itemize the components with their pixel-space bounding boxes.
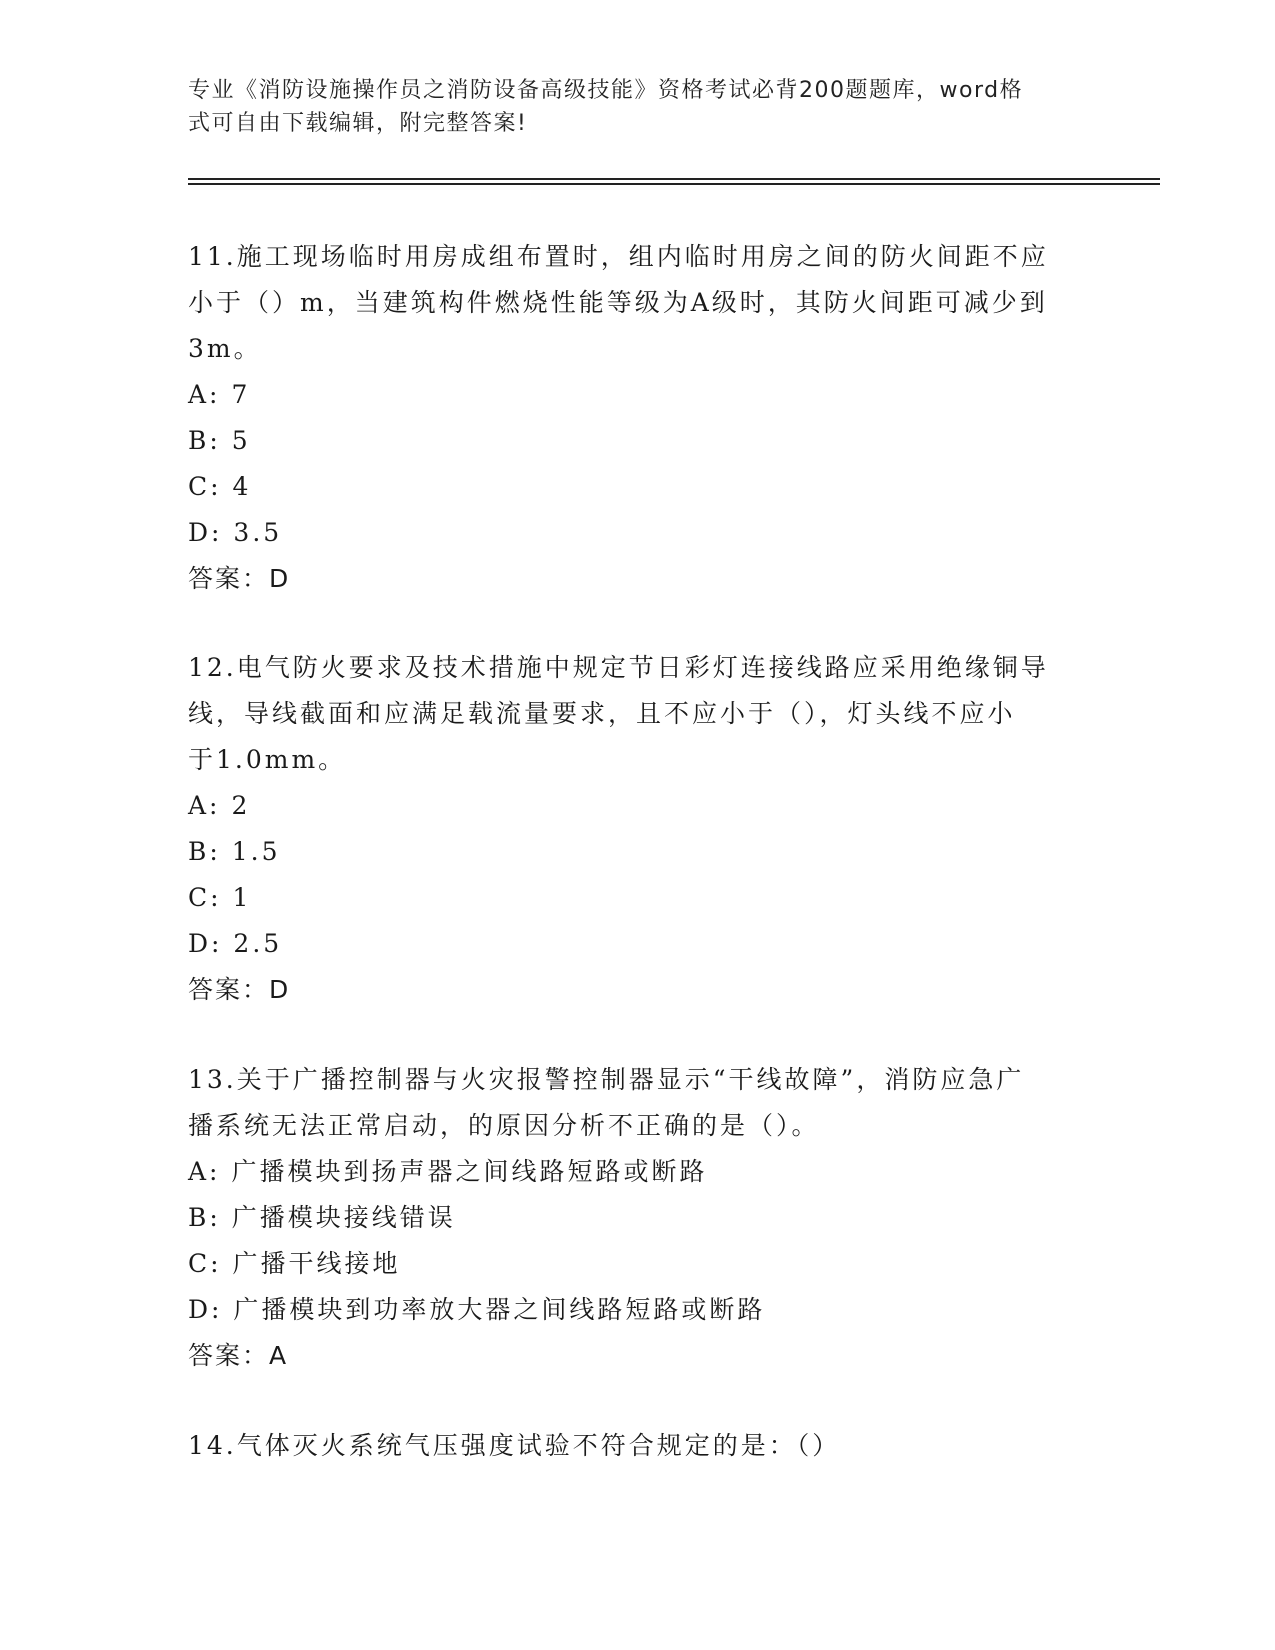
question-number: 11.	[188, 242, 237, 271]
question-text-line	[188, 1423, 1088, 1469]
option-letter: B:	[188, 1203, 221, 1232]
answer-label: 答案：	[188, 564, 270, 593]
option-text: 广播干线接地	[232, 1249, 401, 1278]
option-text: 3.5	[233, 518, 283, 547]
answer-line	[188, 967, 1088, 1013]
option-d	[188, 1287, 1088, 1333]
question-text: 施工现场临时用房成组布置时，组内临时用房之间的防火间距不应	[236, 242, 1049, 271]
question-number: 12.	[188, 653, 237, 682]
option-a	[188, 1149, 1088, 1195]
option-text: 7	[231, 380, 251, 409]
option-d	[188, 510, 1088, 556]
document-header	[188, 74, 1088, 140]
option-b	[188, 829, 1088, 875]
option-letter: D:	[188, 1295, 223, 1324]
question-text-line: 小于（）m，当建筑构件燃烧性能等级为A级时，其防火间距可减少到	[188, 288, 1048, 317]
question-text-line	[188, 234, 1088, 280]
question-11	[188, 234, 1088, 602]
question-text-line	[188, 645, 1088, 691]
option-b	[188, 418, 1088, 464]
answer-line	[188, 1333, 1088, 1379]
header-divider-top	[188, 178, 1160, 180]
option-text: 5	[231, 426, 251, 455]
question-12	[188, 645, 1088, 1013]
option-text: 广播模块到功率放大器之间线路短路或断路	[233, 1295, 766, 1324]
question-14	[188, 1423, 1088, 1469]
option-text: 1	[232, 883, 252, 912]
option-letter: C:	[188, 1249, 222, 1278]
answer-line	[188, 556, 1088, 602]
option-b	[188, 1195, 1088, 1241]
option-c	[188, 1241, 1088, 1287]
option-letter: B:	[188, 426, 221, 455]
question-text: 电气防火要求及技术措施中规定节日彩灯连接线路应采用绝缘铜导	[236, 653, 1049, 682]
option-letter: A:	[188, 380, 221, 409]
option-letter: D:	[188, 518, 223, 547]
option-letter: A:	[188, 1157, 221, 1186]
option-text: 广播模块到扬声器之间线路短路或断路	[231, 1157, 708, 1186]
option-letter: C:	[188, 883, 222, 912]
answer-label: 答案：	[188, 975, 270, 1004]
option-text: 2.5	[233, 929, 283, 958]
header-line-1: 专业《消防设施操作员之消防设备高级技能》资格考试必背200题题库，word格	[188, 78, 1024, 103]
answer-label: 答案：	[188, 1341, 270, 1370]
question-number: 14.	[188, 1431, 237, 1460]
option-c	[188, 875, 1088, 921]
header-line-2: 式可自由下载编辑，附完整答案!	[188, 111, 528, 136]
answer-value: A	[269, 1341, 289, 1370]
answer-value: D	[269, 564, 291, 593]
option-text: 2	[231, 791, 251, 820]
option-text: 广播模块接线错误	[231, 1203, 456, 1232]
option-letter: B:	[188, 837, 221, 866]
option-letter: D:	[188, 929, 223, 958]
option-letter: A:	[188, 791, 221, 820]
option-c	[188, 464, 1088, 510]
header-divider-bottom	[188, 183, 1160, 185]
option-a	[188, 372, 1088, 418]
question-text-line	[188, 1057, 1088, 1103]
answer-value: D	[269, 975, 291, 1004]
option-d	[188, 921, 1088, 967]
option-text: 1.5	[231, 837, 281, 866]
option-text: 4	[232, 472, 252, 501]
question-text-line: 线，导线截面和应满足载流量要求，且不应小于（），灯头线不应小	[188, 699, 1016, 728]
question-text-line: 播系统无法正常启动，的原因分析不正确的是（）。	[188, 1111, 820, 1140]
option-letter: C:	[188, 472, 222, 501]
question-13	[188, 1057, 1088, 1379]
question-text-line: 于1.0mm。	[188, 745, 347, 774]
question-text: 关于广播控制器与火灾报警控制器显示“干线故障”，消防应急广	[236, 1065, 1025, 1094]
question-number: 13.	[188, 1065, 237, 1094]
question-text: 气体灭火系统气压强度试验不符合规定的是：（）	[236, 1431, 841, 1460]
question-text-line: 3m。	[188, 334, 262, 363]
option-a	[188, 783, 1088, 829]
